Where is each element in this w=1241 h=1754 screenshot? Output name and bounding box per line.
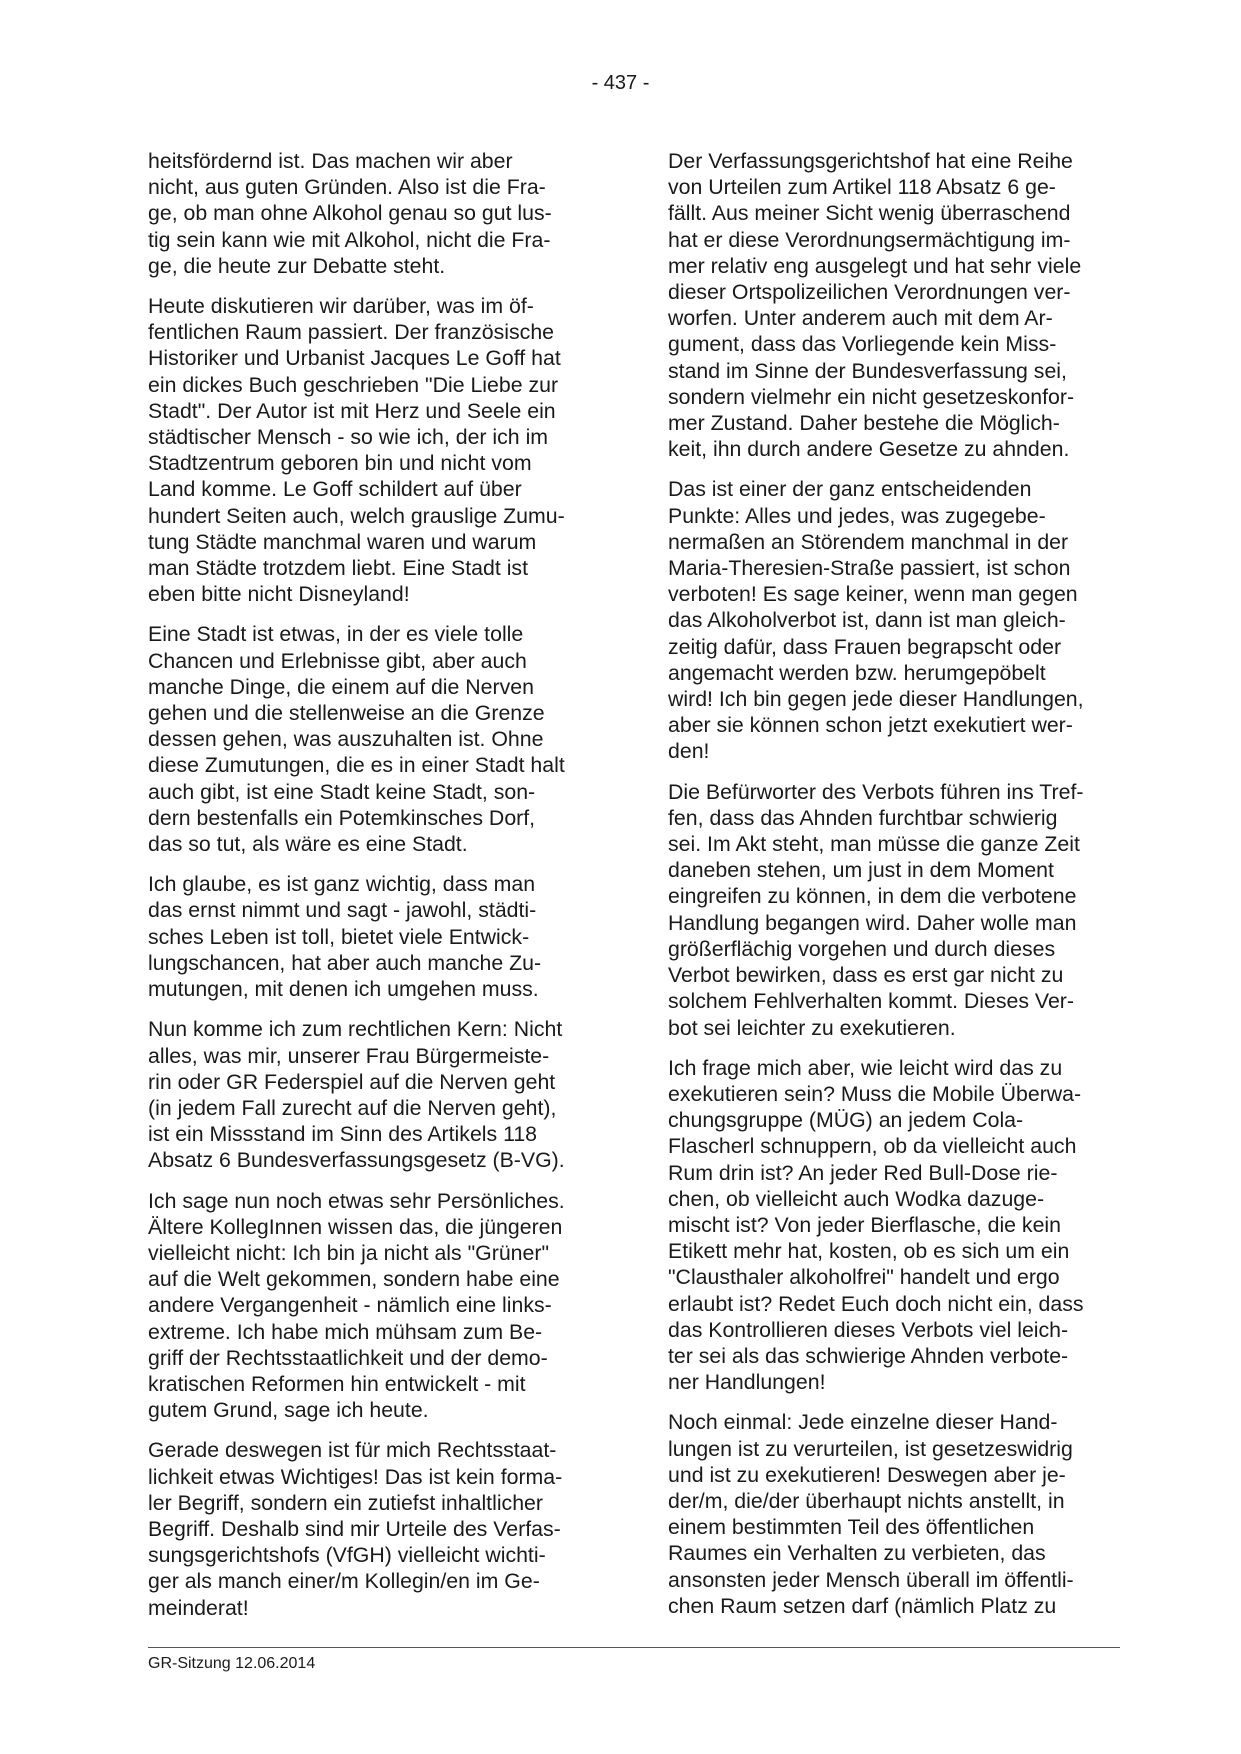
text-line: Stadtzentrum geboren bin und nicht vom [148,451,532,476]
text-line: vielleicht nicht: Ich bin ja nicht als "Grüner" [148,1240,550,1265]
text-line: bot sei leichter zu exekutieren. [668,1015,956,1040]
text-line: einem bestimmten Teil des öffentlichen [668,1515,1035,1540]
text-line: tig sein kann wie mit Alkohol, nicht die Fra- [148,227,551,252]
text-line: ansonsten jeder Mensch überall im öffentli- [668,1567,1074,1592]
text-line: dern bestenfalls ein Potemkinsches Dorf, [148,805,536,830]
text-line: hundert Seiten auch, welch grauslige Zumu- [148,503,565,528]
text-line: eben bitte nicht Disneyland! [148,582,410,607]
text-line: Ich frage mich aber, wie leicht wird das zu [668,1055,1063,1080]
text-line: auch gibt, ist eine Stadt keine Stadt, son- [148,779,536,804]
text-line: heitsfördernd ist. Das machen wir aber [148,149,513,173]
text-line: Ich glaube, es ist ganz wichtig, dass man [148,872,536,897]
text-line: manche Dinge, die einem auf die Nerven [148,674,534,699]
text-line: tung Städte manchmal waren und warum [148,529,537,554]
left-column [148,148,601,1635]
text-line: nicht, aus guten Gründen. Also ist die Fra- [148,175,546,200]
text-line: "Clausthaler alkoholfrei" handelt und ergo [668,1265,1060,1290]
text-line: Stadt". Der Autor ist mit Herz und Seele ein [148,398,556,423]
text-line: lichkeit etwas Wichtiges! Das ist kein forma- [148,1464,563,1489]
text-line: sondern vielmehr ein nicht gesetzeskonfor- [668,384,1075,409]
text-line: und ist zu exekutieren! Deswegen aber je- [668,1462,1066,1487]
paragraph [148,871,601,1002]
text-line: wird! Ich bin gegen jede dieser Handlungen, [668,687,1084,712]
text-line: zeitig dafür, dass Frauen begrapscht oder [668,634,1062,659]
text-line: Raumes ein Verhalten zu verbieten, das [668,1541,1046,1566]
text-line: lungen ist zu verurteilen, ist gesetzeswidrig [668,1436,1073,1461]
text-line: Flascherl schnuppern, ob da vielleicht auch [668,1134,1077,1159]
text-line: meinderat! [148,1595,249,1620]
text-line: fen, dass das Ahnden furchtbar schwierig [668,805,1058,830]
text-line: rin oder GR Federspiel auf die Nerven geht [148,1069,556,1094]
text-line: hat er diese Verordnungsermächtigung im- [668,227,1071,252]
text-line: ge, ob man ohne Alkohol genau so gut lus- [148,201,552,226]
text-line: von Urteilen zum Artikel 118 Absatz 6 ge- [668,175,1056,200]
text-line: ler Begriff, sondern ein zutiefst inhaltlicher [148,1490,543,1515]
text-line: Maria-Theresien-Straße passiert, ist schon [668,556,1071,581]
text-line: verboten! Es sage keiner, wenn man gegen [668,582,1078,607]
text-line: andere Vergangenheit - nämlich eine links- [148,1293,552,1318]
text-line: das so tut, als wäre es eine Stadt. [148,832,468,857]
text-line: Der Verfassungsgerichtshof hat eine Reihe [668,149,1073,173]
text-line: exekutieren sein? Muss die Mobile Überwa- [668,1081,1082,1106]
text-line: größerflächig vorgehen und durch dieses [668,936,1056,961]
footer-session-date: GR-Sitzung 12.06.2014 [148,1655,316,1672]
text-line: aber sie können schon jetzt exekutiert wer- [668,713,1073,738]
text-line: chen, ob vielleicht auch Wodka dazuge- [668,1186,1045,1211]
text-line: sungsgerichtshofs (VfGH) vielleicht wichti- [148,1543,546,1568]
text-line: ein dickes Buch geschrieben "Die Liebe zur [148,372,559,397]
text-line: Absatz 6 Bundesverfassungsgesetz (B-VG). [148,1148,565,1173]
text-line: der/m, die/der überhaupt nichts anstellt, in [668,1488,1065,1513]
text-line: griff der Rechtsstaatlichkeit und der demo- [148,1345,548,1370]
text-line: extreme. Ich habe mich mühsam zum Be- [148,1319,543,1344]
text-line: worfen. Unter anderem auch mit dem Ar- [668,306,1053,331]
text-line: Punkte: Alles und jedes, was zugegebe- [668,503,1046,528]
paragraph [668,1409,1121,1619]
text-line: das Alkoholverbot ist, dann ist man gleich- [668,608,1066,633]
paragraph [668,1055,1121,1396]
text-line: Verbot bewirken, dass es erst gar nicht zu [668,963,1064,988]
page-number: - 437 - [591,72,650,94]
text-line: ist ein Missstand im Sinn des Artikels 118 [148,1122,538,1147]
text-line: das Kontrollieren dieses Verbots viel leich- [668,1317,1069,1342]
text-line: man Städte trotzdem liebt. Eine Stadt ist [148,556,528,581]
text-line: eingreifen zu können, in dem die verbotene [668,884,1077,909]
paragraph [668,476,1121,764]
text-line: gument, dass das Vorliegende kein Miss- [668,332,1057,357]
text-line: (in jedem Fall zurecht auf die Nerven geht), [148,1095,557,1120]
text-line: chungsgruppe (MÜG) an jedem Cola- [668,1108,1024,1133]
footer-divider [148,1647,1120,1648]
text-line: auf die Welt gekommen, sondern habe eine [148,1267,560,1292]
text-line: Chancen und Erlebnisse gibt, aber auch [148,648,527,673]
text-line: Land komme. Le Goff schildert auf über [148,477,522,502]
text-line: Historiker und Urbanist Jacques Le Goff hat [148,346,561,371]
text-line: Rum drin ist? An jeder Red Bull-Dose rie- [668,1160,1058,1185]
text-line: dessen gehen, was auszuhalten ist. Ohne [148,727,544,752]
text-line: solchem Fehlverhalten kommt. Dieses Ver- [668,989,1074,1014]
text-line: Handlung begangen wird. Daher wolle man [668,910,1077,935]
text-line: sei. Im Akt steht, man müsse die ganze Zeit [668,832,1080,857]
text-line: Die Befürworter des Verbots führen ins Tref- [668,779,1084,804]
text-line: städtischer Mensch - so wie ich, der ich im [148,425,549,450]
text-line: Nun komme ich zum rechtlichen Kern: Nicht [148,1017,563,1042]
text-line: angemacht werden bzw. herumgepöbelt [668,660,1046,685]
text-line: ger als manch einer/m Kollegin/en im Ge- [148,1569,540,1594]
text-line: daneben stehen, um just in dem Moment [668,858,1054,883]
text-line: Noch einmal: Jede einzelne dieser Hand- [668,1410,1058,1435]
text-line: Eine Stadt ist etwas, in der es viele tolle [148,622,524,647]
paragraph [668,779,1121,1041]
paragraph [148,1437,601,1620]
text-line: ner Handlungen! [668,1370,826,1395]
paragraph [148,148,601,279]
text-line: Ich sage nun noch etwas sehr Persönliches. [148,1188,565,1213]
paragraph [148,1016,601,1173]
paragraph [668,148,1121,462]
text-line: Heute diskutieren wir darüber, was im öf- [148,294,534,319]
text-line: mer Zustand. Daher bestehe die Möglich- [668,411,1060,436]
text-line: mer relativ eng ausgelegt und hat sehr viele [668,253,1082,278]
text-line: Gerade deswegen ist für mich Rechtsstaat- [148,1438,557,1463]
text-line: Das ist einer der ganz entscheidenden [668,477,1032,502]
text-line: mutungen, mit denen ich umgehen muss. [148,977,539,1002]
text-line: alles, was mir, unserer Frau Bürgermeiste- [148,1043,550,1068]
text-line: erlaubt ist? Redet Euch doch nicht ein, dass [668,1291,1084,1316]
text-line: dieser Ortspolizeilichen Verordnungen ver- [668,280,1071,305]
text-line: diese Zumutungen, die es in einer Stadt halt [148,753,565,778]
text-line: Ältere KollegInnen wissen das, die jüngeren [148,1214,563,1239]
text-line: gehen und die stellenweise an die Grenze [148,701,545,726]
paragraph [148,1188,601,1424]
text-line: gutem Grund, sage ich heute. [148,1398,429,1423]
text-line: Etikett mehr hat, kosten, ob es sich um ein [668,1239,1070,1264]
text-line: chen Raum setzen darf (nämlich Platz zu [668,1593,1057,1618]
text-line: fällt. Aus meiner Sicht wenig überraschend [668,201,1071,226]
text-line: keit, ihn durch andere Gesetze zu ahnden. [668,437,1070,462]
paragraph [148,621,601,857]
text-line: sches Leben ist toll, bietet viele Entwick- [148,924,530,949]
right-column [668,148,1121,1633]
text-line: kratischen Reformen hin entwickelt - mit [148,1371,526,1396]
text-line: mischt ist? Von jeder Bierflasche, die kein [668,1212,1062,1237]
paragraph [148,293,601,607]
text-line: das ernst nimmt und sagt - jawohl, städti- [148,898,537,923]
text-line: ter sei als das schwierige Ahnden verbote- [668,1343,1069,1368]
text-line: Begriff. Deshalb sind mir Urteile des Verfas- [148,1516,561,1541]
text-line: fentlichen Raum passiert. Der französische [148,320,555,345]
text-line: den! [668,739,710,764]
text-line: ge, die heute zur Debatte steht. [148,253,446,278]
text-line: nermaßen an Störendem manchmal in der [668,529,1069,554]
text-line: lungschancen, hat aber auch manche Zu- [148,950,542,975]
text-line: stand im Sinne der Bundesverfassung sei, [668,358,1067,383]
